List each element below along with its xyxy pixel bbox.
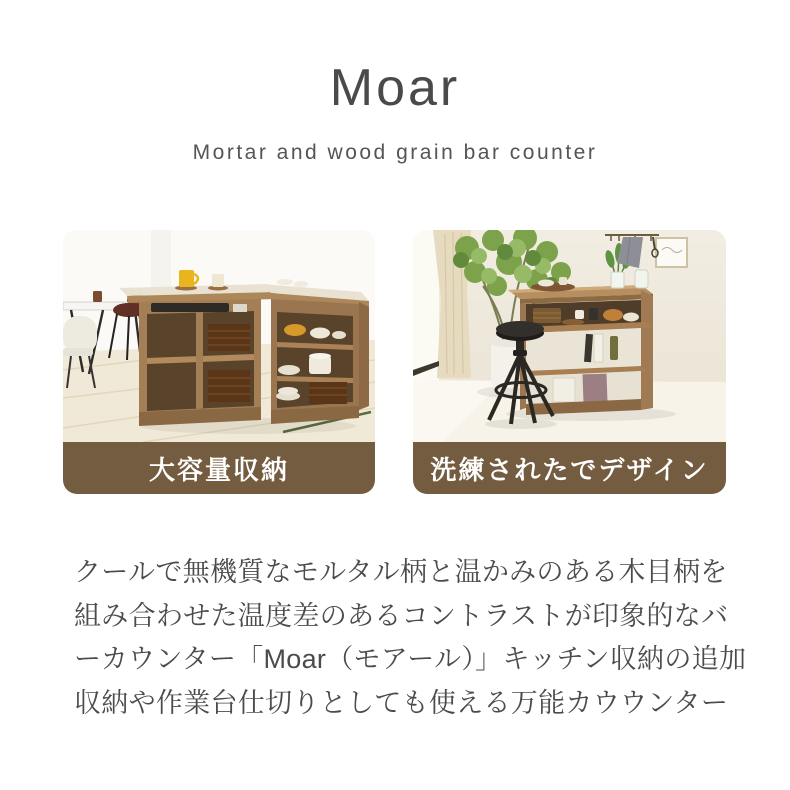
feature-card-design	[413, 230, 726, 494]
book	[594, 334, 603, 362]
bowl-on-tray	[538, 280, 554, 287]
mauve-book	[583, 374, 608, 403]
dish	[277, 279, 293, 285]
window-pillar	[151, 230, 171, 294]
bottle	[610, 336, 618, 360]
shelf-divider	[196, 312, 203, 409]
black-mug	[589, 308, 598, 320]
wicker-basket	[208, 324, 250, 351]
appliance	[151, 303, 229, 312]
side-panel	[641, 290, 653, 410]
white-cup	[575, 310, 584, 319]
white-stack	[278, 365, 300, 375]
cup-on-table	[93, 291, 102, 302]
page-title: Moar	[329, 59, 461, 117]
wicker-basket	[309, 382, 347, 404]
white-pot	[309, 353, 331, 374]
bar-counter-front-unit	[119, 284, 276, 426]
yellow-bowl	[284, 324, 306, 336]
clay-pot	[603, 309, 623, 321]
description-line-1: クールで無機質なモルタル柄と温かみのある木目柄を	[74, 557, 728, 587]
description-line-2: 組み合わせた温度差のあるコントラストが印象的なバ	[74, 600, 729, 631]
small-dish	[233, 304, 247, 312]
white-album	[553, 378, 575, 402]
feature-caption-storage: 大容量収納	[63, 442, 375, 494]
side-panel	[359, 302, 369, 410]
window-light	[413, 230, 439, 380]
wicker-basket	[533, 308, 561, 323]
glass-jar	[635, 270, 648, 288]
feature-card-storage	[63, 230, 375, 494]
dish	[294, 281, 308, 287]
page-subtitle: Mortar and wood grain bar counter	[192, 141, 598, 164]
stool-seat	[496, 321, 544, 337]
description-line-4: 収納や作業台仕切りとしても使える万能カウウンター	[74, 687, 729, 718]
counter-with-stool-photo	[413, 230, 726, 442]
product-description	[74, 551, 747, 725]
plate-stack	[278, 387, 298, 395]
feature-caption-design: 洗練されたでデザイン	[413, 442, 726, 494]
storage-scene	[63, 230, 375, 442]
wicker-basket	[208, 370, 250, 402]
l-shaped-counter-storage-photo	[63, 230, 375, 442]
wood-plate	[562, 319, 584, 325]
description-line-3: ーカウンター「Moar（モアール）」キッチン収納の追加	[74, 644, 747, 674]
cup-on-tray	[559, 277, 567, 285]
bar-counter-side-unit	[263, 279, 369, 424]
design-scene	[413, 230, 726, 442]
white-bowl	[332, 331, 346, 339]
white-bowl	[623, 313, 639, 322]
picture-frame	[656, 238, 687, 267]
feature-cards-row	[63, 230, 727, 494]
white-bowl	[310, 328, 330, 339]
